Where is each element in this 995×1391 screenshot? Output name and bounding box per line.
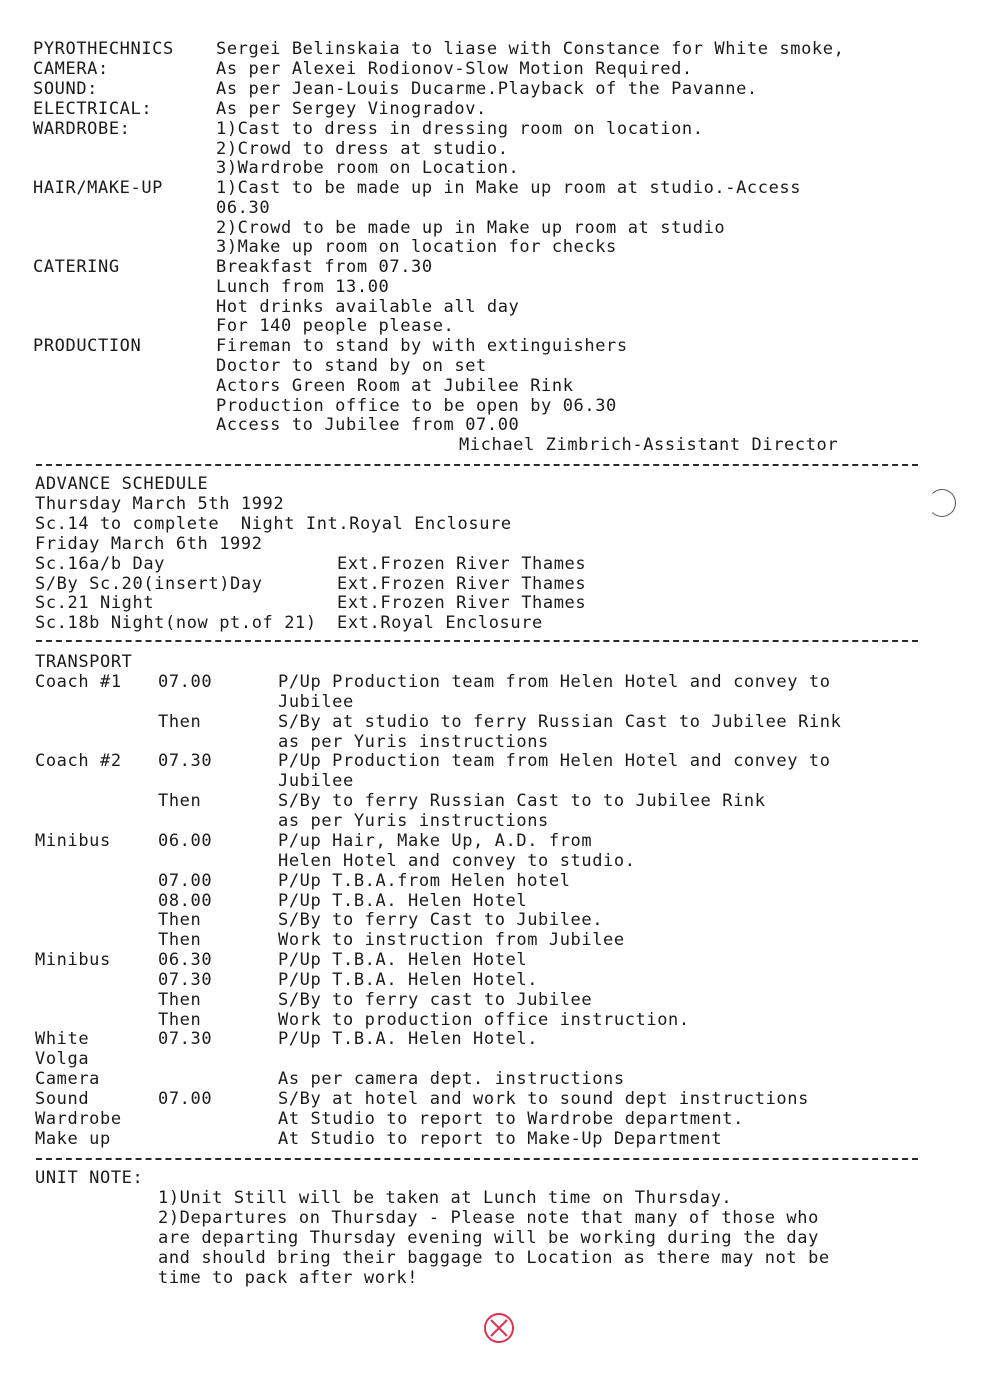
dept-label: HAIR/MAKE-UP [33,178,164,198]
dept-label: WARDROBE: [33,119,131,139]
advance-line: Friday March 6th 1992 [35,534,263,554]
transport-time: 06.00 [158,831,213,851]
transport-vehicle: Coach #1 [35,672,122,692]
dept-label: PYROTHECHNICS [33,39,174,59]
transport-text: P/Up Production team from Helen Hotel and convey to [278,751,831,771]
transport-text: as per Yuris instructions [278,811,549,831]
signature: Michael Zimbrich-Assistant Director [459,435,839,455]
unit-note-title: UNIT NOTE: [35,1168,144,1188]
dept-label: ELECTRICAL: [33,99,153,119]
dept-label: CATERING [33,257,120,277]
transport-vehicle: Minibus [35,831,111,851]
transport-text: P/Up T.B.A. Helen Hotel [278,891,528,911]
advance-desc: Ext.Royal Enclosure [337,613,543,633]
transport-text: As per camera dept. instructions [278,1069,625,1089]
transport-text: S/By to ferry cast to Jubilee [278,990,593,1010]
unit-note-line: 2)Departures on Thursday - Please note that many of those who [158,1208,819,1228]
transport-time: Then [158,910,202,930]
transport-vehicle: Volga [35,1049,90,1069]
dept-line: 3)Wardrobe room on Location. [216,158,520,178]
advance-line: Sc.14 to complete Night Int.Royal Enclosure [35,514,512,534]
unit-note-line: are departing Thursday evening will be working during the day [158,1228,819,1248]
dept-line: As per Sergey Vinogradov. [216,99,487,119]
transport-time: 07.00 [158,672,213,692]
dept-line: Hot drinks available all day [216,297,520,317]
dept-line: Doctor to stand by on set [216,356,487,376]
transport-vehicle: White [35,1029,90,1049]
transport-text: S/By to ferry Russian Cast to to Jubilee Rink [278,791,766,811]
transport-text: S/By at hotel and work to sound dept instructions [278,1089,809,1109]
dept-label: CAMERA: [33,59,109,79]
transport-text: P/Up T.B.A.from Helen hotel [278,871,571,891]
transport-time: 06.30 [158,950,213,970]
transport-text: At Studio to report to Make-Up Department [278,1129,723,1149]
transport-time: 07.30 [158,970,213,990]
transport-vehicle: Wardrobe [35,1109,122,1129]
dept-line: As per Alexei Rodionov-Slow Motion Required. [216,59,693,79]
advance-desc: Ext.Frozen River Thames [337,554,587,574]
transport-time: Then [158,930,202,950]
dept-line: For 140 people please. [216,316,455,336]
transport-text: S/By to ferry Cast to Jubilee. [278,910,604,930]
advance-scene: Sc.18b Night(now pt.of 21) [35,613,317,633]
transport-text: P/Up T.B.A. Helen Hotel. [278,970,539,990]
transport-time: Then [158,1010,202,1030]
dept-line: 2)Crowd to be made up in Make up room at studio [216,218,726,238]
transport-text: P/Up T.B.A. Helen Hotel [278,950,528,970]
unit-note-line: time to pack after work! [158,1268,419,1288]
transport-text: P/Up Production team from Helen Hotel and convey to [278,672,831,692]
dept-line: 2)Crowd to dress at studio. [216,139,509,159]
divider [36,640,918,642]
dept-line: Lunch from 13.00 [216,277,390,297]
transport-time: Then [158,990,202,1010]
dept-label: PRODUCTION [33,336,142,356]
dept-line: 06.30 [216,198,271,218]
transport-time: Then [158,712,202,732]
transport-text: as per Yuris instructions [278,732,549,752]
transport-title: TRANSPORT [35,652,133,672]
transport-vehicle: Sound [35,1089,90,1109]
transport-vehicle: Camera [35,1069,101,1089]
transport-time: 07.30 [158,1029,213,1049]
transport-text: P/Up T.B.A. Helen Hotel. [278,1029,539,1049]
transport-vehicle: Coach #2 [35,751,122,771]
advance-line: Thursday March 5th 1992 [35,494,285,514]
unit-note-line: 1)Unit Still will be taken at Lunch time on Thursday. [158,1188,733,1208]
dept-line: Breakfast from 07.30 [216,257,433,277]
dept-label: SOUND: [33,79,99,99]
dept-line: As per Jean-Louis Ducarme.Playback of the Pavanne. [216,79,758,99]
dept-line: Sergei Belinskaia to liase with Constance for White smoke, [216,39,845,59]
advance-desc: Ext.Frozen River Thames [337,574,587,594]
advance-scene: Sc.16a/b Day [35,554,166,574]
transport-text: Helen Hotel and convey to studio. [278,851,636,871]
advance-scene: S/By Sc.20(insert)Day [35,574,263,594]
transport-time: 07.30 [158,751,213,771]
unit-note-line: and should bring their baggage to Location as there may not be [158,1248,830,1268]
advance-desc: Ext.Frozen River Thames [337,593,587,613]
dept-line: Fireman to stand by with extinguishers [216,336,628,356]
transport-time: Then [158,791,202,811]
punch-hole-mark [928,489,956,517]
transport-text: At Studio to report to Wardrobe department. [278,1109,744,1129]
dept-line: Access to Jubilee from 07.00 [216,415,520,435]
dept-line: 1)Cast to dress in dressing room on location. [216,119,704,139]
dept-line: 3)Make up room on location for checks [216,237,617,257]
advance-scene: Sc.21 Night [35,593,155,613]
advance-title: ADVANCE SCHEDULE [35,474,209,494]
transport-time: 07.00 [158,871,213,891]
transport-text: Jubilee [278,771,354,791]
transport-text: Work to instruction from Jubilee [278,930,625,950]
transport-time: 08.00 [158,891,213,911]
registration-stamp-icon [481,1310,517,1346]
dept-line: Actors Green Room at Jubilee Rink [216,376,574,396]
dept-line: 1)Cast to be made up in Make up room at studio.-Access [216,178,802,198]
dept-line: Production office to be open by 06.30 [216,396,617,416]
transport-vehicle: Make up [35,1129,111,1149]
divider [36,1158,918,1160]
transport-text: S/By at studio to ferry Russian Cast to Jubilee Rink [278,712,842,732]
transport-vehicle: Minibus [35,950,111,970]
transport-text: Work to production office instruction. [278,1010,690,1030]
transport-text: Jubilee [278,692,354,712]
divider [36,464,918,466]
transport-text: P/up Hair, Make Up, A.D. from [278,831,593,851]
transport-time: 07.00 [158,1089,213,1109]
